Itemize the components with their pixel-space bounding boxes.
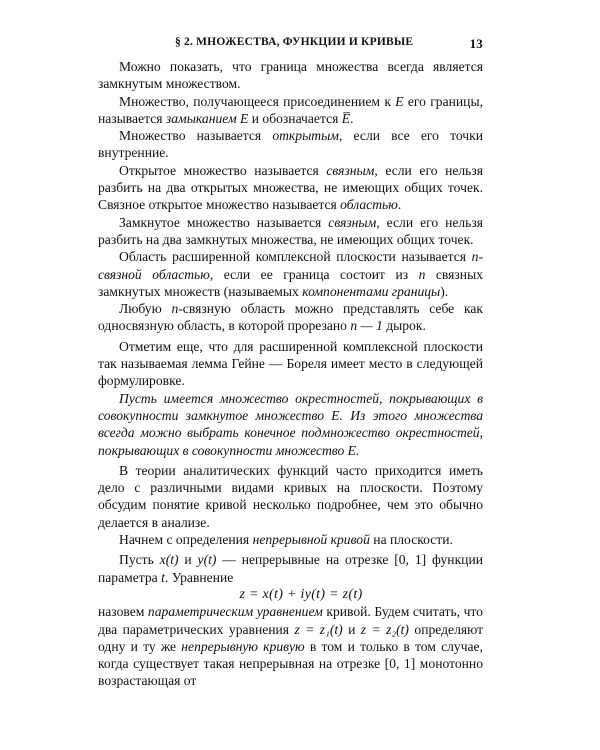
paragraph-closure: Множество, получающееся присоединением к E его границы, называется замыканием E и обозначается E̅. [98,93,483,126]
paragraph-boundary-closed: Можно показать, что граница множества всегда является замкнутым множеством. [98,59,483,92]
running-header [175,36,483,52]
paragraph-connected-closed: Замкнутое множество называется связным, если его нельзя разбить на два замкнутых множества, не имеющих общих точек. [98,214,483,247]
page-number: 13 [469,36,483,51]
paragraph-holes: Любую n-связную область можно представлять себе как односвязную область, в которой прорезано n — 1 дырок. [98,301,483,334]
parametric-equation: z = x(t) + iy(t) = z(t) [239,586,363,602]
paragraph-connected-open: Открытое множество называется связным, если его нельзя разбить на два открытых множества, не имеющих общих точек. Связное открытое множество называется областью. [98,162,483,213]
section-title: § 2. МНОЖЕСТВА, ФУНКЦИИ И КРИВЫЕ [175,36,414,48]
paragraph-n-connected: Область расширенной комплексной плоскости называется n-связной областью, если ее граница состоит из n связных замкнутых множеств (называемых компонентами границы). [98,249,483,299]
paragraph-lemma-statement: Пусть имеется множество окрестностей, покрывающих в совокупности замкнутое множество E. Из этого множества всегда можно выбрать конечное подмножество окрестностей, покрывающих в совокупности множество E. [98,390,483,458]
paragraph-curves-intro: В теории аналитических функций часто приходится иметь дело с различными видами кривых на плоскости. Поэтому обсудим понятие кривой несколько подробнее, чем это обычно делается в анализе. [98,462,483,530]
paragraph-continuous-curve: Начнем с определения непрерывной кривой на плоскости. [119,532,453,548]
text-body [98,58,483,690]
paragraph-parametric-definition: назовем параметрическим уравнением кривой. Будем считать, что два параметрических уравнения z = z₁(t) и z = z₂(t) определяют одну и ту же непрерывную кривую в том и только в том случае, когда существует такая непрерывная на отрезке [0, 1] монотонно возрастающая от [98,604,484,689]
paragraph-parametric-functions: Пусть x(t) и y(t) — непрерывные на отрезке [0, 1] функции параметра t. Уравнение [98,552,483,585]
paragraph-open-set: Множество называется открытым, если все его точки внутренние. [98,128,483,161]
paragraph-heine-borel: Отметим еще, что для расширенной комплексной плоскости так называемая лемма Гейне — Бореля имеет место в следующей формулировке. [98,338,483,389]
